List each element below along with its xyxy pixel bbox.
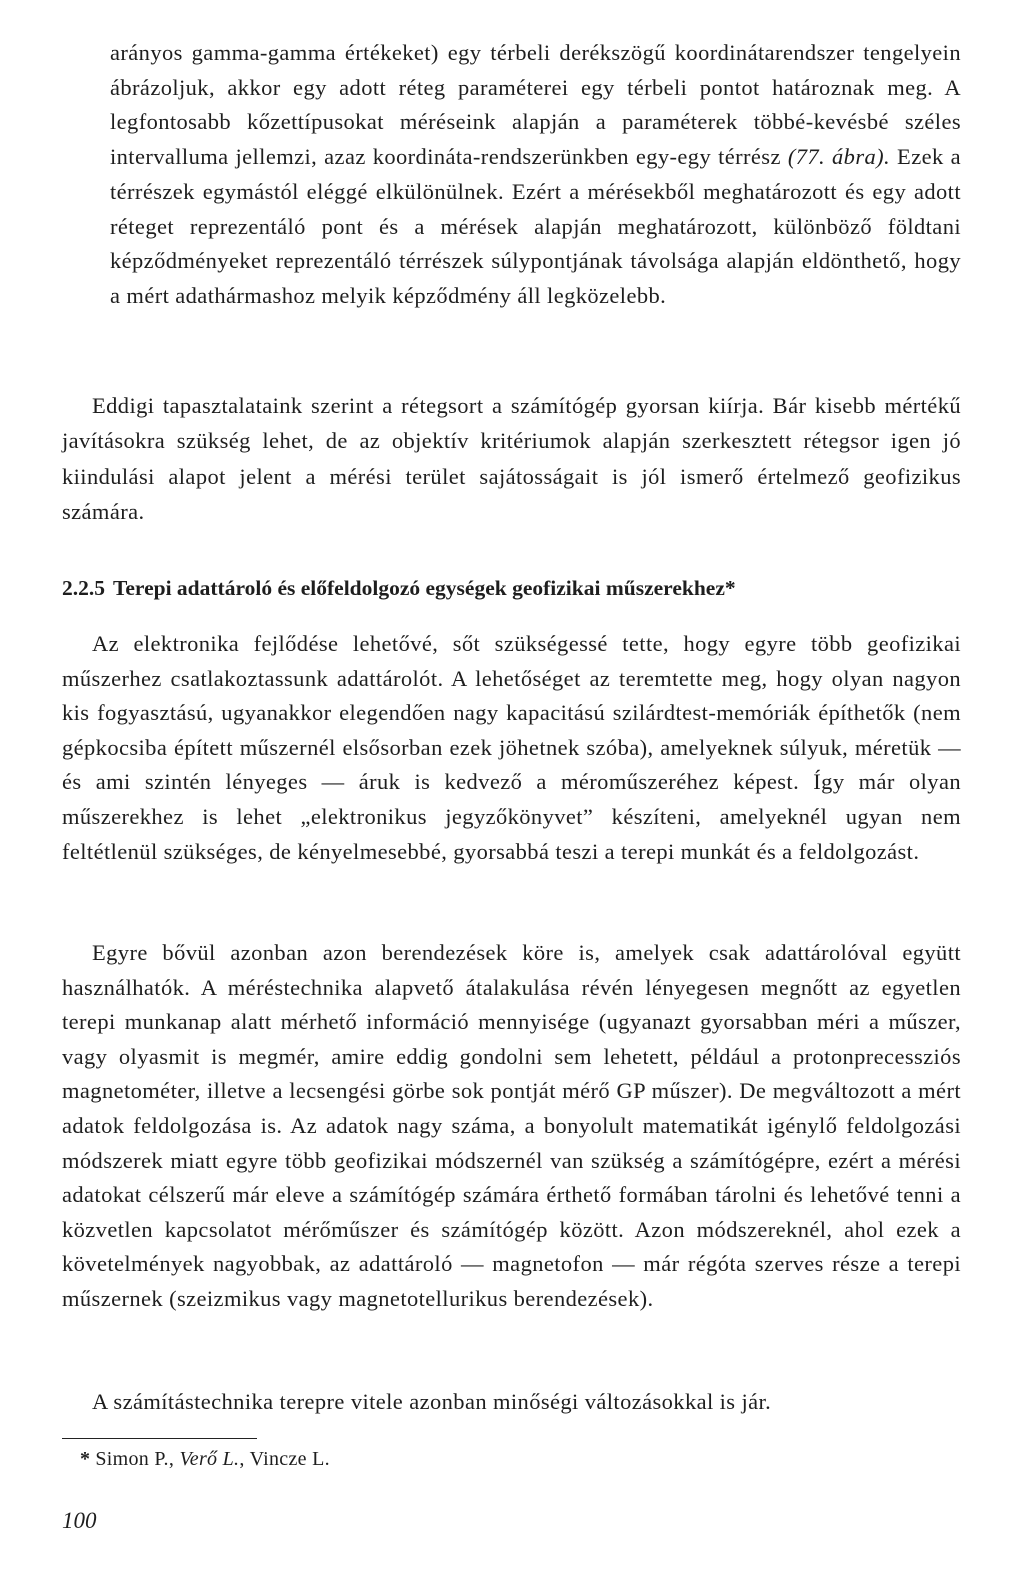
paragraph-1-part-b: Ezek a térrészek egymástól eléggé elkülönülnek. Ezért a mérésekből meghatározott és egy adott réteget reprezentáló pont és a mérések alapján meghatározott, különböző földtani képződményeket reprezentáló térrészek súlypontjának távolsága alapján eldönthető, hogy a mért adathármashoz melyik képződmény áll legközelebb. [110, 144, 961, 308]
paragraph-1-part-a: arányos gamma-gamma értékeket) egy térbeli derékszögű koordinátarendszer tengelyein ábrázoljuk, akkor egy adott réteg paraméterei egy térbeli pontot határoznak meg. A legfontosabb kőzettípusokat méréseink alapján a paraméterek többé-kevésbé széles intervalluma jellemzi, azaz koordináta-rendszerünkben egy-egy térrész [110, 40, 961, 170]
section-number: 2.2.5 [62, 576, 105, 600]
footnote [80, 1448, 330, 1471]
footnote-authors-2: , Vincze L. [239, 1448, 330, 1470]
paragraph-4: Egyre bővül azonban azon berendezések köre is, amelyek csak adattárolóval együtt használhatók. A méréstechnika alapvető átalakulása révén lényegesen megnőtt az egyetlen terepi munkanap alatt mérhető információ mennyisége (ugyanazt gyorsabban méri a műszer, vagy olyasmit is megmér, amire eddig gondolni sem lehetett, például a protonprecessziós magnetométer, illetve a lecsengési görbe sok pontját mérő GP műszer). De megváltozott a mért adatok feldolgozása is. Az adatok nagy száma, a bonyolult matematikát igénylő feldolgozási módszerek miatt egyre több geofizikai módszernél van szükség a számítógépre, ezért a mérési adatokat célszerű már eleve a számítógép számára érthető formában tárolni és lehetővé tenni a közvetlen kapcsolatot mérőműszer és számítógép között. Azon módszereknél, ahol ezek a követelmények nagyobbak, az adattároló — magnetofon — már régóta szerves része a terepi műszernek (szeizmikus vagy magnetotellurikus berendezések). [62, 940, 961, 1311]
paragraph-5: A számítástechnika terepre vitele azonban minőségi változásokkal is jár. [92, 1389, 772, 1414]
footnote-authors-1: Simon P., [95, 1448, 180, 1470]
paragraph-3: Az elektronika fejlődése lehetővé, sőt szükségessé tette, hogy egyre több geofizikai műszerhez csatlakoztassunk adattárolót. A lehetőséget az teremtette meg, hogy olyan nagyon kis fogyasztású, ugyanakkor elegendően nagy kapacitású szilárdtest-memóriák építhetők (nem gépkocsiba épített műszernél elsősorban ezek jöhetnek szóba), amelyeknek súlyuk, méretük — és ami szintén lényeges — áruk is kedvező a méroműszeréhez képest. Így már olyan műszerekhez is lehet „elektronikus jegyzőkönyvet” készíteni, amelyeknél ugyan nem feltétlenül szükséges, de kényelmesebbé, gyorsabbá teszi a terepi munkát és a feldolgozást. [62, 631, 961, 864]
footnote-marker: * [80, 1448, 91, 1470]
section-heading [62, 576, 961, 601]
footnote-separator [62, 1438, 257, 1439]
figure-reference: (77. ábra). [787, 144, 891, 170]
paragraph-1-text [62, 36, 961, 314]
footnote-authors-italic: Verő L. [179, 1448, 240, 1470]
paragraph-2: Eddigi tapasztalataink szerint a rétegsort a számítógép gyorsan kiírja. Bár kisebb mértékű javításokra szükség lehet, de az objektív kritériumok alapján szerkesztett rétegsor igen jó kiindulási alapot jelent a mérési terület sajátosságait is jól ismerő értelmező geofizikus számára. [62, 393, 961, 524]
paragraph-1 [62, 36, 961, 314]
section-title: Terepi adattároló és előfeldolgozó egységek geofizikai műszerekhez* [113, 576, 736, 600]
page-number: 100 [62, 1508, 97, 1533]
